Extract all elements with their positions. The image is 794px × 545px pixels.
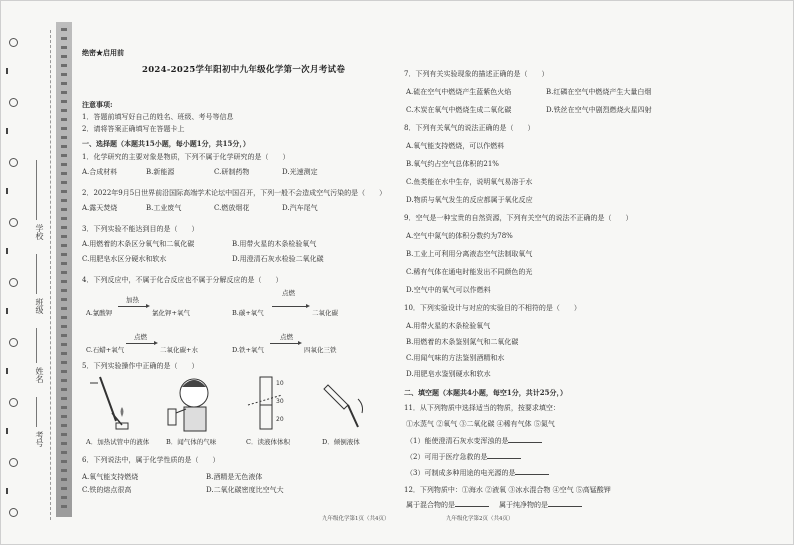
q7-option-b: B.红磷在空气中燃烧产生大量白烟 — [546, 88, 652, 96]
q12-blank-2[interactable] — [548, 500, 582, 507]
test-tube-heating-figure — [86, 373, 156, 433]
eq-d-arrow — [270, 343, 300, 344]
seal-strip — [56, 22, 72, 517]
question-3: 3．下列实验不能达到目的是（ ） — [82, 225, 199, 233]
question-12: 12．下列物质中：①海水 ②液氧 ③冰水混合物 ④空气 ⑤高锰酸钾 — [404, 486, 611, 494]
class-label: 班级 — [35, 298, 44, 314]
q1-option-b: B.新能源 — [146, 168, 175, 176]
eq-b-arrow — [272, 306, 308, 307]
question-2: 2．2022年9月5日世界前沿国际高端学术论坛中国召开，下列一般不会造成空气污染的是（ ） — [82, 189, 387, 197]
student-info-column — [26, 40, 48, 510]
cylinder-mark-30: 30 — [276, 398, 284, 405]
q9-option-c: C.稀有气体在通电时能发出不同颜色的光 — [406, 268, 533, 276]
q8-option-b: B.氧气约占空气总体积的21% — [406, 160, 499, 168]
q9-option-a: A.空气中氮气的体积分数约为78% — [406, 232, 513, 240]
q11-part-3-text: （3）可制成多种用途的电光源的是 — [406, 469, 516, 477]
page-title: 2024-2025学年阳初中九年级化学第一次月考试卷 — [142, 65, 346, 75]
q3-option-d: D.用澄清石灰水检验二氧化碳 — [232, 255, 324, 263]
eq-a-right: 氯化钾+氧气 — [152, 309, 190, 317]
notes-title: 注意事项: — [82, 100, 113, 109]
q9-option-d: D.空气中的氧气可以作燃料 — [406, 286, 491, 294]
q7-option-d: D.铁丝在空气中剧烈燃烧火星四射 — [546, 106, 652, 114]
eq-c-cond: 点燃 — [134, 333, 147, 341]
eq-b-cond: 点燃 — [282, 289, 295, 297]
q6-option-d: D.二氧化碳密度比空气大 — [206, 486, 284, 494]
question-1: 1．化学研究的主要对象是物质，下列不属于化学研究的是（ ） — [82, 153, 290, 161]
q2-option-d: D.汽车尾气 — [282, 204, 318, 212]
eq-a-cond: 加热 — [126, 296, 139, 304]
q2-option-b: B.工业废气 — [146, 204, 182, 212]
question-4: 4．下列反应中，不属于化合反应也不属于分解反应的是（ ） — [82, 276, 283, 284]
question-8: 8．下列有关氧气的说法正确的是（ ） — [404, 124, 535, 132]
graduated-cylinder-figure — [244, 375, 290, 433]
q12-blank-1[interactable] — [455, 500, 489, 507]
q2-option-a: A.露天焚烧 — [82, 204, 118, 212]
eq-a-arrow — [118, 306, 148, 307]
q11-part-1-text: （1）能使澄清石灰水变浑浊的是 — [406, 437, 509, 445]
q11-choices: ①水蒸气 ②氧气 ③二氧化碳 ④稀有气体 ⑤氮气 — [406, 420, 555, 428]
q1-option-d: D.光速测定 — [282, 168, 318, 176]
q11-part-2-text: （2）可用于医疗急救的是 — [406, 453, 488, 461]
footer-left: 九年级化学第1页（共4页） — [322, 516, 390, 522]
q7-option-c: C.木炭在氧气中燃烧生成二氧化碳 — [406, 106, 512, 114]
q1-option-a: A.合成材料 — [82, 168, 118, 176]
section-1-title: 一、选择题（本题共15小题，每小题1分，共15分，） — [82, 139, 250, 148]
confidential-note: 绝密★启用前 — [82, 48, 124, 57]
seal-cut-line — [50, 30, 51, 520]
q10-option-c: C.用闻气味的方法鉴别酒精和水 — [406, 354, 505, 362]
q3-option-c: C.用肥皂水区分硬水和软水 — [82, 255, 167, 263]
q6-option-c: C.铁的熔点很高 — [82, 486, 132, 494]
q5-label-a: A．加热试管中的液体 — [86, 438, 150, 446]
question-5: 5．下列实验操作中正确的是（ ） — [82, 362, 199, 370]
q11-part-1 — [406, 436, 542, 446]
eq-d-right: 四氧化三铁 — [304, 346, 337, 354]
name-label: 姓名 — [35, 367, 44, 383]
q5-figures — [86, 373, 386, 448]
q8-option-d: D.物质与氧气发生的反应都属于氧化反应 — [406, 196, 533, 204]
q3-option-a: A.用燃着的木条区分氧气和二氧化碳 — [82, 240, 195, 248]
eq-d-left: D.铁+氧气 — [232, 346, 264, 354]
q5-label-c: C．读液体体积 — [246, 438, 290, 446]
q10-option-a: A.用带火星的木条检验氧气 — [406, 322, 491, 330]
eq-a-left: A.氯酸钾 — [86, 309, 113, 317]
eq-c-left: C.石蜡+氧气 — [86, 346, 125, 354]
q12-part-1 — [406, 500, 582, 510]
q10-option-b: B.用燃着的木条鉴别氮气和二氧化碳 — [406, 338, 519, 346]
smelling-gas-figure — [164, 373, 226, 435]
question-7: 7．下列有关实验现象的描述正确的是（ ） — [404, 70, 549, 78]
q12-part-1-text: 属于混合物的是 — [406, 501, 455, 509]
q3-option-b: B.用带火星的木条检验氧气 — [232, 240, 317, 248]
question-9: 9．空气是一种宝贵的自然资源，下列有关空气的说法不正确的是（ ） — [404, 214, 633, 222]
q2-option-c: C.燃放烟花 — [214, 204, 250, 212]
eq-b-right: 二氧化碳 — [312, 309, 338, 317]
pouring-liquid-figure — [318, 377, 378, 435]
note-1: 1．答题前填写好自己的姓名、班级、考号等信息 — [82, 113, 234, 121]
binding-holes — [6, 38, 24, 518]
q8-option-a: A.氧气能支持燃烧，可以作燃料 — [406, 142, 505, 150]
q11-blank-3[interactable] — [515, 468, 549, 475]
cylinder-mark-20: 20 — [276, 416, 284, 423]
question-11: 11．从下列物质中选择适当的物质，按要求填空： — [404, 404, 560, 412]
q11-blank-1[interactable] — [508, 436, 542, 443]
q6-option-a: A.氧气能支持燃烧 — [82, 473, 139, 481]
q1-option-c: C.研制药物 — [214, 168, 250, 176]
q5-label-d: D．倾倒液体 — [322, 438, 360, 446]
eq-d-cond: 点燃 — [280, 333, 293, 341]
section-2-title: 二、填空题（本题共4小题，每空1分，共计25分，） — [404, 388, 567, 397]
question-6: 6．下列说法中，属于化学性质的是（ ） — [82, 456, 220, 464]
q6-option-b: B.酒精是无色液体 — [206, 473, 263, 481]
q8-option-c: C.鱼类能在水中生存，说明氧气易溶于水 — [406, 178, 533, 186]
q11-part-3 — [406, 468, 549, 478]
school-label: 学校 — [35, 224, 44, 240]
cylinder-mark-10: 10 — [276, 380, 284, 387]
q7-option-a: A.硫在空气中燃烧产生蓝紫色火焰 — [406, 88, 512, 96]
exam-number-label: 考号 — [35, 431, 44, 447]
q12-part-2-text: 属于纯净物的是 — [499, 501, 548, 509]
footer-right: 九年级化学第2页（共4页） — [446, 516, 514, 522]
eq-b-left: B.碳+氧气 — [232, 309, 264, 317]
question-10: 10．下列实验设计与对应的实验目的不相符的是（ ） — [404, 304, 581, 312]
q9-option-b: B.工业上可利用分离液态空气法制取氧气 — [406, 250, 533, 258]
q5-label-b: B．闻气体的气味 — [166, 438, 217, 446]
q11-blank-2[interactable] — [487, 452, 521, 459]
eq-c-right: 二氧化碳+水 — [160, 346, 198, 354]
q10-option-d: D.用肥皂水鉴别硬水和软水 — [406, 370, 491, 378]
q11-part-2 — [406, 452, 521, 462]
note-2: 2．请将答案正确填写在答题卡上 — [82, 125, 185, 133]
eq-c-arrow — [126, 343, 156, 344]
